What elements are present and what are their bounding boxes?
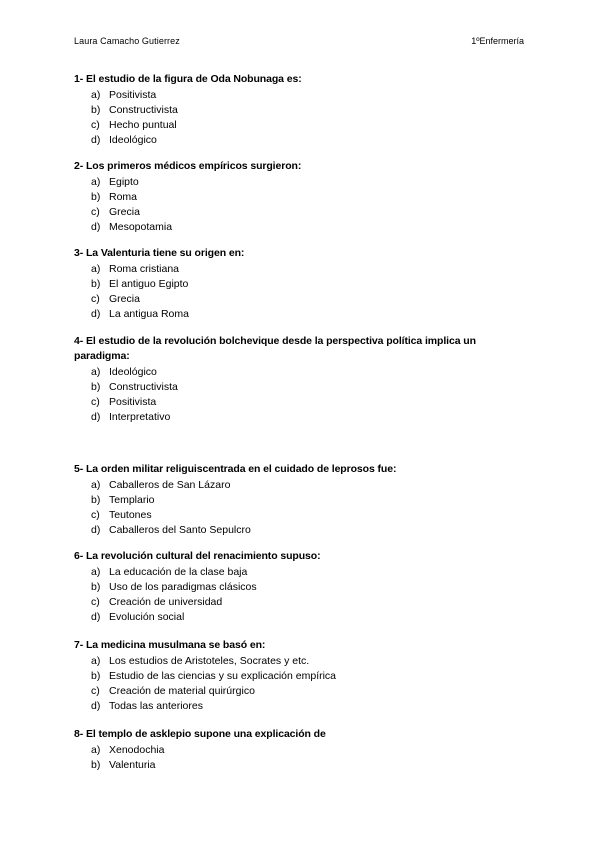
options-list [74, 262, 534, 322]
option-letter: d) [91, 700, 101, 712]
option-d [74, 610, 534, 625]
question-title: 2- Los primeros médicos empíricos surgieron: [74, 160, 302, 172]
question-title: 7- La medicina musulmana se basó en: [74, 639, 266, 651]
option-text: Ideológico [109, 134, 157, 146]
option-text: Todas las anteriores [109, 700, 203, 712]
option-c [74, 118, 534, 133]
option-letter: a) [91, 366, 101, 378]
option-a [74, 654, 534, 669]
options-list [74, 654, 534, 714]
option-text: Evolución social [109, 611, 185, 623]
option-text: Constructivista [109, 104, 178, 116]
option-b [74, 103, 534, 118]
option-c [74, 395, 534, 410]
option-letter: d) [91, 411, 101, 423]
option-text: La educación de la clase baja [109, 566, 248, 578]
option-c [74, 684, 534, 699]
option-text: Creación de universidad [109, 596, 223, 608]
question-title: 3- La Valenturia tiene su origen en: [74, 247, 245, 259]
option-text: Templario [109, 494, 155, 506]
question-title: 1- El estudio de la figura de Oda Nobunaga es: [74, 73, 302, 85]
option-text: Creación de material quirúrgico [109, 685, 255, 697]
options-list [74, 565, 534, 625]
option-c [74, 595, 534, 610]
options-list [74, 478, 534, 538]
option-b [74, 758, 534, 773]
option-c [74, 292, 534, 307]
option-text: Grecia [109, 206, 140, 218]
question-title: 5- La orden militar religuiscentrada en el cuidado de leprosos fue: [74, 463, 397, 475]
options-list [74, 175, 534, 235]
options-list [74, 365, 534, 425]
option-letter: b) [91, 104, 101, 116]
question-7 [74, 638, 534, 714]
question-title: 4- El estudio de la revolución bolchevique desde la perspectiva política implica un paradigma: [74, 335, 476, 362]
option-letter: b) [91, 278, 101, 290]
option-text: Positivista [109, 396, 157, 408]
option-text: Mesopotamia [109, 221, 173, 233]
option-d [74, 410, 534, 425]
option-a [74, 365, 534, 380]
option-letter: a) [91, 89, 101, 101]
option-text: Constructivista [109, 381, 178, 393]
option-letter: b) [91, 494, 101, 506]
option-letter: b) [91, 759, 101, 771]
option-text: Interpretativo [109, 411, 171, 423]
option-letter: a) [91, 176, 101, 188]
option-d [74, 307, 534, 322]
header-author: Laura Camacho Gutierrez [74, 36, 180, 46]
option-text: Teutones [109, 509, 152, 521]
option-letter: d) [91, 308, 101, 320]
option-a [74, 565, 534, 580]
option-letter: d) [91, 611, 101, 623]
header-course: 1ºEnfermería [471, 36, 524, 46]
question-8 [74, 727, 534, 773]
option-letter: a) [91, 479, 101, 491]
option-b [74, 380, 534, 395]
question-title: 6- La revolución cultural del renacimiento supuso: [74, 550, 321, 562]
option-text: Grecia [109, 293, 140, 305]
question-6 [74, 549, 534, 625]
option-b [74, 493, 534, 508]
option-letter: c) [91, 596, 100, 608]
option-letter: b) [91, 670, 101, 682]
option-text: El antiguo Egipto [109, 278, 189, 290]
option-c [74, 508, 534, 523]
option-letter: c) [91, 206, 100, 218]
option-letter: a) [91, 263, 101, 275]
option-letter: c) [91, 119, 100, 131]
option-text: Los estudios de Aristoteles, Socrates y etc. [109, 655, 310, 667]
option-d [74, 699, 534, 714]
option-a [74, 175, 534, 190]
options-list [74, 743, 534, 773]
option-text: Xenodochia [109, 744, 165, 756]
option-text: Uso de los paradigmas clásicos [109, 581, 257, 593]
option-b [74, 277, 534, 292]
option-letter: d) [91, 221, 101, 233]
option-letter: d) [91, 524, 101, 536]
option-letter: b) [91, 191, 101, 203]
option-d [74, 220, 534, 235]
option-text: Hecho puntual [109, 119, 177, 131]
option-text: Caballeros del Santo Sepulcro [109, 524, 251, 536]
option-text: Ideológico [109, 366, 157, 378]
option-b [74, 190, 534, 205]
option-text: Roma cristiana [109, 263, 180, 275]
option-c [74, 205, 534, 220]
option-text: Caballeros de San Lázaro [109, 479, 231, 491]
option-letter: a) [91, 744, 101, 756]
option-text: Positivista [109, 89, 157, 101]
question-1 [74, 72, 534, 148]
question-title: 8- El templo de asklepio supone una explicación de [74, 728, 326, 740]
question-3 [74, 246, 534, 322]
option-a [74, 478, 534, 493]
option-d [74, 133, 534, 148]
option-b [74, 580, 534, 595]
option-text: La antigua Roma [109, 308, 189, 320]
option-a [74, 262, 534, 277]
option-a [74, 88, 534, 103]
option-text: Egipto [109, 176, 139, 188]
option-letter: b) [91, 381, 101, 393]
option-b [74, 669, 534, 684]
option-letter: b) [91, 581, 101, 593]
question-2 [74, 159, 534, 235]
option-letter: c) [91, 396, 100, 408]
option-letter: c) [91, 509, 100, 521]
option-a [74, 743, 534, 758]
option-text: Roma [109, 191, 138, 203]
option-letter: c) [91, 685, 100, 697]
question-4 [74, 334, 534, 425]
options-list [74, 88, 534, 148]
question-5 [74, 462, 534, 538]
option-letter: c) [91, 293, 100, 305]
option-d [74, 523, 534, 538]
option-text: Estudio de las ciencias y su explicación empírica [109, 670, 337, 682]
option-letter: d) [91, 134, 101, 146]
option-letter: a) [91, 655, 101, 667]
option-letter: a) [91, 566, 101, 578]
option-text: Valenturia [109, 759, 156, 771]
